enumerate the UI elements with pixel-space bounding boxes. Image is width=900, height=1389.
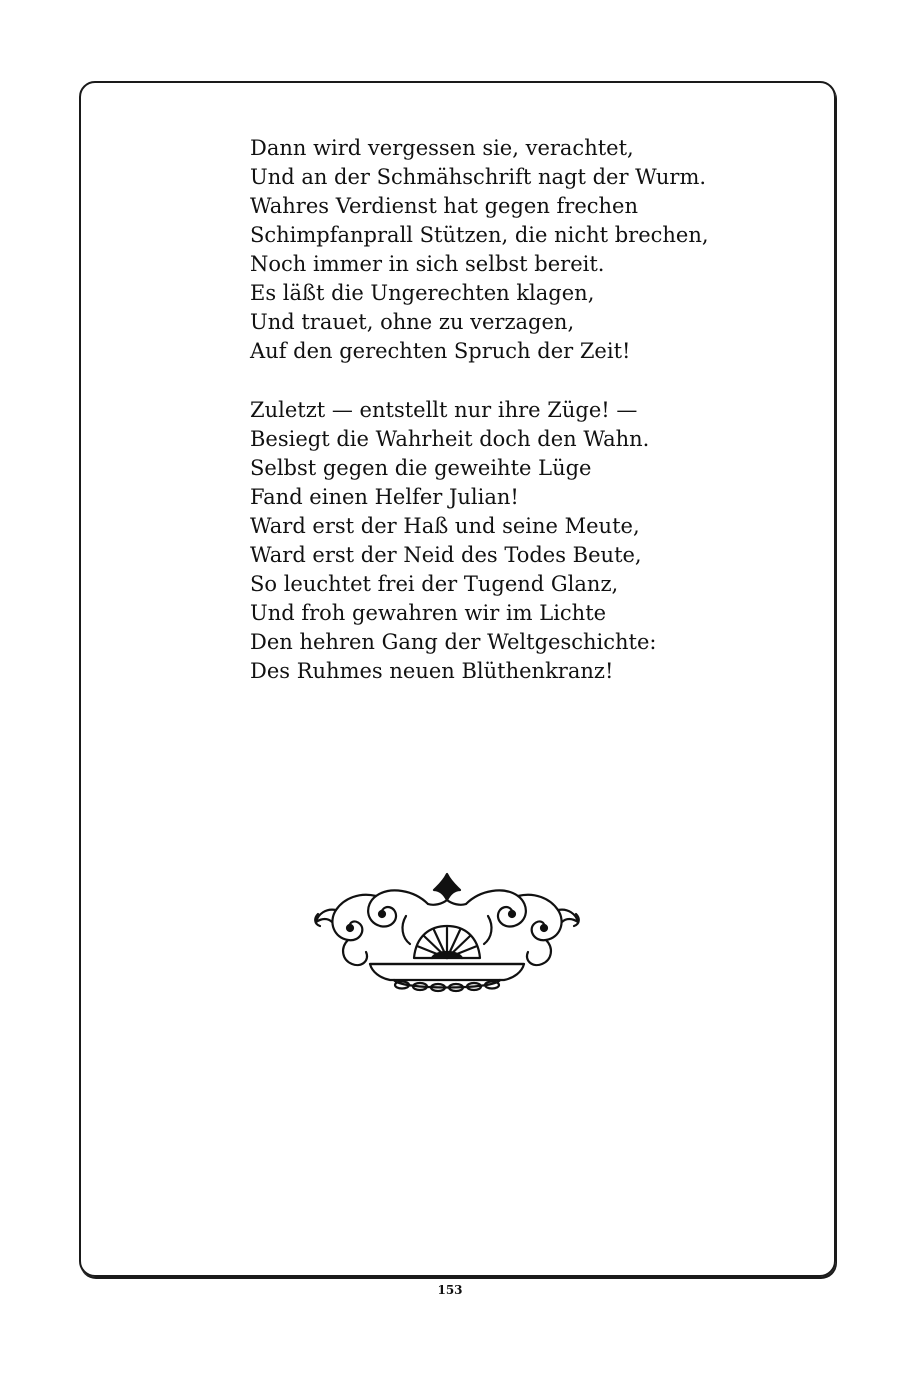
stanza-1 <box>250 134 770 366</box>
poem-line: Den hehren Gang der Weltgeschichte: <box>250 630 657 654</box>
poem-line: Noch immer in sich selbst bereit. <box>250 252 605 276</box>
poem-line: So leuchtet frei der Tugend Glanz, <box>250 572 619 596</box>
poem <box>250 134 770 686</box>
poem-line: Und froh gewahren wir im Lichte <box>250 601 607 625</box>
page-number: 153 <box>437 1283 463 1297</box>
stanza-2 <box>250 396 770 686</box>
scroll-shell-ornament-icon <box>310 868 585 998</box>
poem-line: Fand einen Helfer Julian! <box>250 485 519 509</box>
poem-line: Ward erst der Neid des Todes Beute, <box>250 543 642 567</box>
poem-line: Zuletzt — entstellt nur ihre Züge! — <box>250 398 638 422</box>
poem-line: Es läßt die Ungerechten klagen, <box>250 281 595 305</box>
poem-line: Des Ruhmes neuen Blüthenkranz! <box>250 659 614 683</box>
poem-line: Dann wird vergessen sie, verachtet, <box>250 136 634 160</box>
poem-line: Ward erst der Haß und seine Meute, <box>250 514 640 538</box>
poem-line: Besiegt die Wahrheit doch den Wahn. <box>250 427 650 451</box>
poem-line: Wahres Verdienst hat gegen frechen <box>250 194 639 218</box>
poem-line: Und an der Schmähschrift nagt der Wurm. <box>250 165 707 189</box>
poem-line: Selbst gegen die geweihte Lüge <box>250 456 592 480</box>
poem-line: Und trauet, ohne zu verzagen, <box>250 310 575 334</box>
poem-line: Auf den gerechten Spruch der Zeit! <box>250 339 631 363</box>
poem-line: Schimpfanprall Stützen, die nicht brechen, <box>250 223 709 247</box>
